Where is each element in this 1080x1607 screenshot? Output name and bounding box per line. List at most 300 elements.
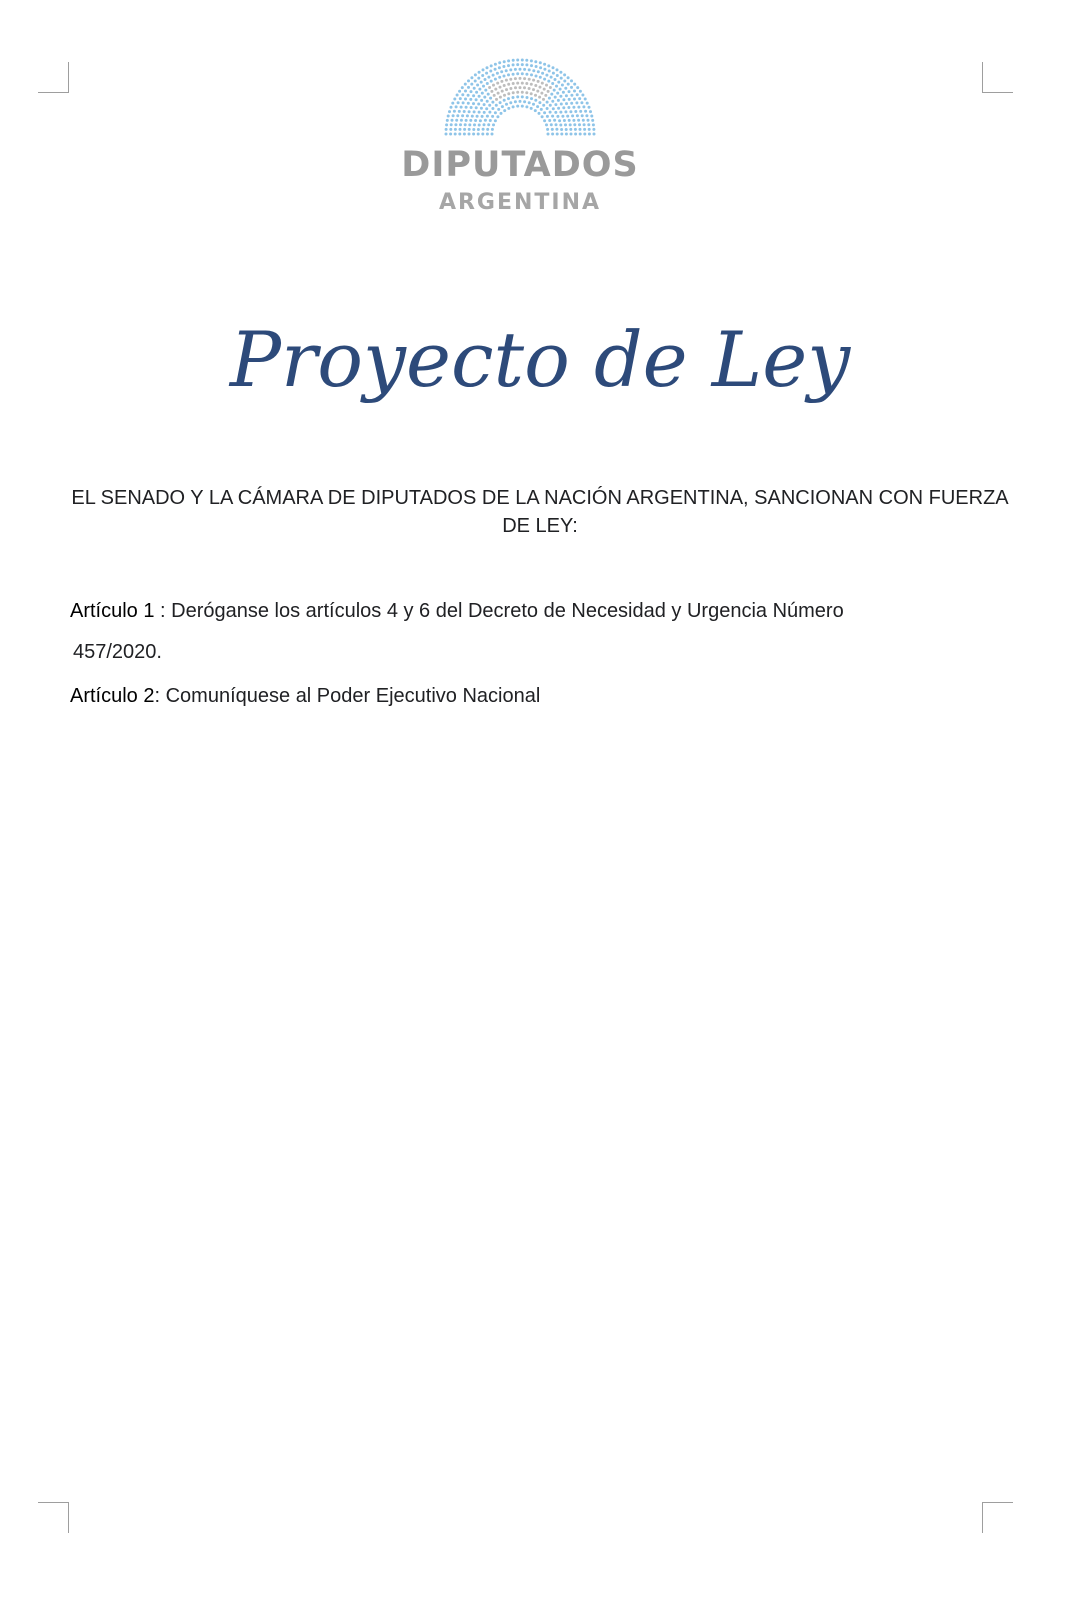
seat-dot [488, 86, 491, 89]
seat-dot [490, 90, 493, 93]
seat-dot [541, 72, 544, 75]
article-2 [70, 682, 970, 710]
seat-dot [547, 133, 550, 136]
seat-dot [512, 91, 515, 94]
seat-dot [557, 99, 560, 102]
seat-dot [551, 133, 554, 136]
seat-dot [560, 103, 563, 106]
seat-dot [486, 82, 489, 85]
seat-dot [507, 97, 510, 100]
seat-dot [466, 114, 469, 117]
seat-dot [491, 133, 494, 136]
seat-dot [478, 95, 481, 98]
seat-dot [481, 133, 484, 136]
seat-dot [578, 97, 581, 100]
seat-dot [481, 92, 484, 95]
seat-dot [516, 95, 519, 98]
seat-dot [505, 88, 508, 91]
seat-dot [547, 64, 550, 67]
seat-dot [548, 97, 551, 100]
seat-dot [445, 133, 448, 136]
seat-dot [503, 94, 506, 97]
seat-dot [465, 119, 468, 122]
seat-dot [548, 70, 551, 73]
seat-dot [588, 106, 591, 109]
seat-dot [501, 105, 504, 108]
seat-dot [483, 103, 486, 106]
seat-dot [534, 99, 537, 102]
seat-dot [580, 101, 583, 104]
seat-dot [564, 110, 567, 113]
seat-dot [482, 128, 485, 131]
seat-dot [450, 106, 453, 109]
seat-dot [456, 114, 459, 117]
seat-dot [482, 68, 485, 71]
seat-dot [512, 96, 515, 99]
seat-dot [521, 63, 524, 66]
seat-dot [545, 74, 548, 77]
seat-dot [489, 70, 492, 73]
seat-dot [519, 77, 522, 80]
seat-dot [554, 103, 557, 106]
seat-dot [581, 114, 584, 117]
seat-dot [498, 76, 501, 79]
seat-dot [478, 111, 481, 114]
seat-dot [564, 123, 567, 126]
seat-dot [480, 81, 483, 84]
seat-dot [477, 103, 480, 106]
seat-dot [458, 110, 461, 113]
seat-dot [474, 80, 477, 83]
enacting-clause: EL SENADO Y LA CÁMARA DE DIPUTADOS DE LA NACIÓN ARGENTINA, SANCIONAN CON FUERZA DE LEY: [71, 487, 1009, 537]
seat-dot [473, 110, 476, 113]
seat-dot [567, 106, 570, 109]
seat-dot [546, 115, 549, 118]
seat-dot [579, 110, 582, 113]
seat-dot [576, 114, 579, 117]
seat-dot [509, 78, 512, 81]
seat-dot [565, 94, 568, 97]
seat-dot [530, 59, 533, 62]
seat-dot [592, 128, 595, 131]
seat-dot [507, 92, 510, 95]
seat-dot [590, 115, 593, 118]
seat-dot [568, 90, 571, 93]
seat-dot [536, 105, 539, 108]
seat-dot [532, 69, 535, 72]
seat-dot [560, 77, 563, 80]
seat-dot [488, 104, 491, 107]
seat-dot [487, 93, 490, 96]
seat-dot [521, 91, 524, 94]
seat-dot [571, 114, 574, 117]
seat-dot [514, 86, 517, 89]
seat-dot [570, 133, 573, 136]
crop-mark-bottom-left [38, 1502, 69, 1533]
seat-dot [547, 90, 550, 93]
seat-dot [476, 84, 479, 87]
seat-dot [491, 115, 494, 118]
seat-dot [512, 59, 515, 62]
seat-dot [553, 119, 556, 122]
seat-dot [458, 133, 461, 136]
article-label: Artículo 1 [70, 600, 155, 622]
seat-dot [523, 77, 526, 80]
seat-dot [552, 66, 555, 69]
seat-dot [496, 72, 499, 75]
seat-dot [451, 102, 454, 105]
seat-dot [491, 128, 494, 131]
seat-dot [449, 128, 452, 131]
seat-dot [512, 73, 515, 76]
seat-dot [559, 124, 562, 127]
seat-dot [581, 94, 584, 97]
seat-dot [468, 133, 471, 136]
seat-dot [559, 71, 562, 74]
seat-dot [455, 119, 458, 122]
seat-dot [584, 98, 587, 101]
seat-dot [534, 94, 537, 97]
seat-dot [519, 86, 522, 89]
seat-dot [542, 98, 545, 101]
seat-dot [569, 128, 572, 131]
seat-dot [496, 115, 499, 118]
seat-dot [464, 123, 467, 126]
seat-dot [459, 123, 462, 126]
seat-dot [541, 82, 544, 85]
seat-dot [555, 85, 558, 88]
seat-dot [576, 93, 579, 96]
seat-dot [546, 128, 549, 131]
seat-dot [582, 119, 585, 122]
seat-dot [525, 82, 528, 85]
seat-dot [587, 123, 590, 126]
seat-dot [528, 68, 531, 71]
seat-dot [495, 98, 498, 101]
seat-dot [447, 115, 450, 118]
seat-dot [558, 119, 561, 122]
seat-dot [463, 128, 466, 131]
seat-dot [503, 75, 506, 78]
logo-subtitle: ARGENTINA [438, 190, 602, 215]
seat-dot [526, 96, 529, 99]
seat-dot [492, 84, 495, 87]
seat-dot [474, 73, 477, 76]
seat-dot [499, 96, 502, 99]
article-1-continuation: 457/2020. [73, 641, 162, 663]
seat-dot [500, 70, 503, 73]
seat-dot [563, 73, 566, 76]
seat-dot [516, 63, 519, 66]
seat-dot [543, 68, 546, 71]
seat-dot [486, 128, 489, 131]
seat-dot [588, 133, 591, 136]
crop-mark-top-right [982, 62, 1013, 93]
seat-dot [579, 133, 582, 136]
seat-dot [583, 123, 586, 126]
seat-dot [559, 111, 562, 114]
logo-name: DIPUTADOS [401, 145, 639, 185]
seat-dot [516, 91, 519, 94]
seat-dot [489, 119, 492, 122]
crop-mark-bottom-right [982, 1502, 1013, 1533]
seat-dot [505, 79, 508, 82]
seat-dot [593, 133, 596, 136]
seat-dot [538, 112, 541, 115]
seat-dot [536, 90, 539, 93]
seat-dot [523, 86, 526, 89]
seat-dot [516, 72, 519, 75]
seat-dot [464, 98, 467, 101]
seat-dot [549, 86, 552, 89]
seat-dot [516, 59, 519, 62]
seat-dot [495, 104, 498, 107]
seat-dot [554, 111, 557, 114]
seat-dot [512, 63, 515, 66]
seat-dot [521, 82, 524, 85]
seat-dot [535, 65, 538, 68]
seat-dot [478, 124, 481, 127]
seat-dot [473, 123, 476, 126]
seat-dot [561, 115, 564, 118]
seat-dot [552, 72, 555, 75]
seat-dot [562, 98, 565, 101]
seat-dot [591, 119, 594, 122]
seat-dot [566, 115, 569, 118]
seat-dot [459, 128, 462, 131]
seat-dot [455, 105, 458, 108]
seat-dot [490, 80, 493, 83]
seat-dot [547, 80, 550, 83]
seat-dot [574, 128, 577, 131]
seat-dot [487, 76, 490, 79]
seat-dot [537, 70, 540, 73]
seat-dot [565, 133, 568, 136]
seat-dot [461, 86, 464, 89]
seat-dot [546, 101, 549, 104]
seat-dot [572, 106, 575, 109]
seat-dot [483, 111, 486, 114]
seat-dot [534, 109, 537, 112]
seat-dot [503, 60, 506, 63]
seat-dot [544, 94, 547, 97]
seat-dot [509, 68, 512, 71]
seat-dot [573, 123, 576, 126]
seat-dot [486, 133, 489, 136]
seat-dot [484, 78, 487, 81]
seat-dot [588, 128, 591, 131]
seat-dot [551, 82, 554, 85]
seat-dot [467, 86, 470, 89]
seat-dot [538, 101, 541, 104]
seat-dot [587, 119, 590, 122]
seat-dot [516, 105, 519, 108]
seat-dot [525, 63, 528, 66]
seat-dot [525, 91, 528, 94]
article-text: Comuníquese al Poder Ejecutivo Nacional [165, 685, 541, 707]
seat-dot [476, 115, 479, 118]
seat-dot [461, 93, 464, 96]
seat-dot [530, 83, 533, 86]
seat-dot [550, 76, 553, 79]
seat-dot [500, 112, 503, 115]
seat-dot [530, 64, 533, 67]
seat-dot [460, 119, 463, 122]
seat-dot [573, 83, 576, 86]
seat-dot [560, 128, 563, 131]
seat-dot [477, 133, 480, 136]
seat-dot [471, 115, 474, 118]
seat-dot [539, 76, 542, 79]
seat-dot [564, 87, 567, 90]
seat-dot [514, 77, 517, 80]
seat-dot [551, 128, 554, 131]
seat-dot [514, 100, 517, 103]
seat-dot [532, 103, 535, 106]
seat-dot [556, 133, 559, 136]
seat-dot [453, 110, 456, 113]
article-label: Artículo 2 [70, 685, 155, 707]
seat-dot [467, 102, 470, 105]
seat-dot [574, 133, 577, 136]
seat-dot [556, 115, 559, 118]
seat-dot [501, 90, 504, 93]
seat-dot [505, 69, 508, 72]
seat-dot [519, 68, 522, 71]
seat-dot [490, 64, 493, 67]
seat-dot [483, 96, 486, 99]
seat-dot [570, 86, 573, 89]
seat-dot [468, 110, 471, 113]
seat-dot [573, 98, 576, 101]
seat-dot [464, 90, 467, 93]
seat-dot [559, 88, 562, 91]
diputados-logo [400, 50, 640, 225]
seat-dot [570, 79, 573, 82]
seat-dot [567, 76, 570, 79]
seat-dot [487, 123, 490, 126]
seat-dot [569, 110, 572, 113]
seat-dot [532, 79, 535, 82]
seat-dot [453, 98, 456, 101]
seat-dot [562, 106, 565, 109]
seat-dot [583, 128, 586, 131]
seat-dot [532, 88, 535, 91]
seat-dot [454, 133, 457, 136]
seat-dot [543, 78, 546, 81]
seat-dot [494, 68, 497, 71]
seat-dot [451, 119, 454, 122]
seat-dot [485, 107, 488, 110]
seat-dot [463, 110, 466, 113]
seat-dot [488, 111, 491, 114]
seat-dot [494, 111, 497, 114]
seat-dot [550, 123, 553, 126]
seat-dot [569, 123, 572, 126]
seat-dot [445, 128, 448, 131]
seat-dot [450, 123, 453, 126]
seat-dot [512, 105, 515, 108]
seat-dot [477, 128, 480, 131]
seat-dot [528, 78, 531, 81]
seat-dot [486, 115, 489, 118]
article-text: Deróganse los artículos 4 y 6 del Decreto de Necesidad y Urgencia Número [171, 600, 844, 622]
seat-dot [477, 77, 480, 80]
seat-dot [498, 61, 501, 64]
seat-dot [449, 133, 452, 136]
seat-dot [503, 99, 506, 102]
seat-dot [445, 123, 448, 126]
crop-mark-top-left [38, 62, 69, 93]
seat-dot [486, 66, 489, 69]
seat-dot [525, 73, 528, 76]
seat-dot [496, 82, 499, 85]
seat-dot [550, 93, 553, 96]
seat-dot [472, 94, 475, 97]
seat-dot [485, 72, 488, 75]
seat-dot [545, 84, 548, 87]
seat-dot [563, 119, 566, 122]
seat-dot [484, 119, 487, 122]
seat-dot [463, 133, 466, 136]
seat-dot [507, 64, 510, 67]
seat-dot [521, 59, 524, 62]
seat-dot [499, 86, 502, 89]
seat-dot [521, 105, 524, 108]
seat-dot [479, 119, 482, 122]
seat-dot [494, 88, 497, 91]
seat-dot [480, 99, 483, 102]
seat-dot [472, 133, 475, 136]
seat-dot [530, 107, 533, 110]
seat-dot [507, 107, 510, 110]
seat-dot [468, 123, 471, 126]
seat-dot [465, 106, 468, 109]
seat-dot [559, 95, 562, 98]
seat-dot [584, 110, 587, 113]
seat-dot [503, 109, 506, 112]
seat-dot [494, 119, 497, 122]
seat-dot [565, 128, 568, 131]
seat-dot [525, 105, 528, 108]
seat-dot [459, 97, 462, 100]
seat-dot [472, 128, 475, 131]
seat-dot [523, 100, 526, 103]
seat-dot [561, 84, 564, 87]
seat-dot [548, 119, 551, 122]
seat-dot [570, 102, 573, 105]
seat-dot [534, 60, 537, 63]
hemicycle-icon [400, 50, 640, 140]
seat-dot [469, 98, 472, 101]
seat-dot [464, 83, 467, 86]
seat-dot [493, 94, 496, 97]
seat-dot [469, 119, 472, 122]
seat-dot [530, 92, 533, 95]
seat-dot [539, 66, 542, 69]
seat-dot [537, 80, 540, 83]
seat-dot [540, 92, 543, 95]
seat-dot [582, 105, 585, 108]
seat-dot [500, 80, 503, 83]
seat-dot [539, 86, 542, 89]
seat-dot [457, 101, 460, 104]
seat-dot [577, 119, 580, 122]
seat-dot [492, 74, 495, 77]
seat-dot [540, 108, 543, 111]
seat-dot [568, 119, 571, 122]
seat-dot [578, 123, 581, 126]
